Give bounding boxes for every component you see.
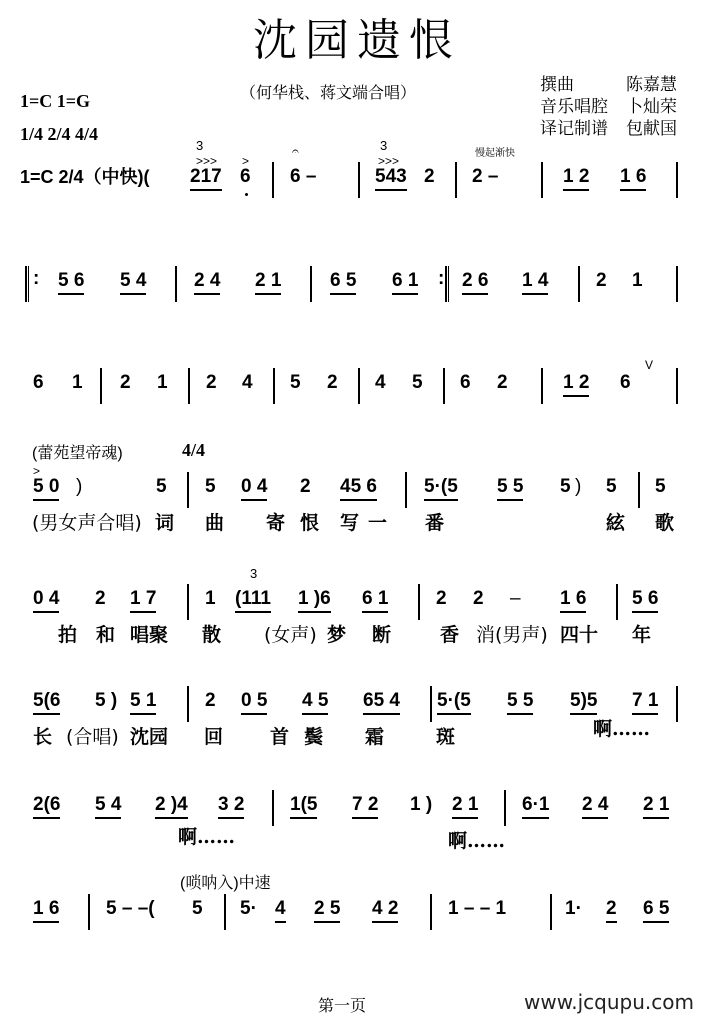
repeat-end-line xyxy=(448,266,449,302)
note-group: 2 1 xyxy=(452,794,478,819)
note-group: 1 7 xyxy=(130,588,156,613)
lyric: (男女声合唱) xyxy=(32,512,142,534)
note-group: 5 6 xyxy=(58,270,84,295)
credit-transcriber: 译记制谱 包献国 xyxy=(540,119,677,138)
barline xyxy=(430,686,432,722)
accent-marks: >>> xyxy=(378,154,400,168)
note: 2 xyxy=(436,588,447,609)
barline xyxy=(504,790,506,826)
note-group: 1 6 xyxy=(33,898,59,923)
note-group: 1 2 xyxy=(563,166,589,191)
barline xyxy=(676,686,678,722)
repeat-end xyxy=(445,266,447,302)
note-group: 2 6 xyxy=(462,270,488,295)
repeat-dots: : xyxy=(33,268,40,289)
tremolo-note: 6 xyxy=(460,372,471,393)
note: 5 – –( xyxy=(106,898,155,919)
note: 1 xyxy=(205,588,216,609)
note: 6 xyxy=(620,372,631,393)
note-group: 2 )4 xyxy=(155,794,188,819)
note-group: 6 5 xyxy=(643,898,669,923)
note-group: 2 1 xyxy=(255,270,281,295)
low-dot xyxy=(245,193,248,196)
lyric: 年 xyxy=(632,624,652,646)
song-title: 沈园遗恨 xyxy=(253,15,461,66)
note-group: 543 xyxy=(375,166,407,191)
lyric: 霜 xyxy=(365,726,385,748)
lyric: 散 xyxy=(202,624,222,646)
note-group: 1 6 xyxy=(560,588,586,613)
lyric: 一 xyxy=(368,512,388,534)
instruction: (唢呐入)中速 xyxy=(180,875,271,892)
note: 5· xyxy=(240,898,257,919)
watermark: www.jcqupu.com xyxy=(524,990,694,1014)
barline xyxy=(272,790,274,826)
lyric: 回 xyxy=(204,726,224,748)
barline xyxy=(224,894,226,930)
barline xyxy=(616,584,618,620)
barline xyxy=(638,472,640,508)
note-group: 2 4 xyxy=(582,794,608,819)
credits xyxy=(540,74,677,140)
score-line-1 xyxy=(0,138,714,206)
score-line-8 xyxy=(0,898,714,938)
note: 6 xyxy=(240,166,251,187)
note: 2 xyxy=(205,690,216,711)
note-group: 6 1 xyxy=(362,588,388,613)
note-group: 5 4 xyxy=(95,794,121,819)
barline xyxy=(273,368,275,404)
fermata-icon: 𝄐 xyxy=(292,144,299,158)
credit-composer: 撰曲 陈嘉慧 xyxy=(540,75,677,94)
tremolo-note: 2 xyxy=(497,372,508,393)
lyric: 唱聚 xyxy=(130,624,169,646)
barline xyxy=(100,368,102,404)
lyric: 啊…… xyxy=(178,826,236,848)
barline xyxy=(358,368,360,404)
tremolo-note: 5 xyxy=(290,372,301,393)
accent-mark: > xyxy=(33,464,41,478)
lyric: 和 xyxy=(96,624,116,646)
tempo-note: 慢起渐快 xyxy=(475,148,515,159)
lyric: 沈园 xyxy=(130,726,169,748)
triplet-mark: 3 xyxy=(196,138,204,153)
lyrics-line-7 xyxy=(0,822,714,862)
note-group: 45 6 xyxy=(340,476,377,501)
note-group: 2(6 xyxy=(33,794,60,819)
lyric: 断 xyxy=(372,624,392,646)
tremolo-note: 2 xyxy=(206,372,217,393)
note: 2 xyxy=(300,476,311,497)
note-group: 1 4 xyxy=(522,270,548,295)
note-group: 5)5 xyxy=(570,690,597,715)
note: 5 xyxy=(156,476,167,497)
repeat-dots: : xyxy=(438,268,445,289)
note-group: (111 xyxy=(235,588,271,613)
lyric: 曲 xyxy=(205,512,225,534)
score-line-3 xyxy=(0,358,714,412)
barline xyxy=(541,368,543,404)
barline xyxy=(310,266,312,302)
tremolo-note: 6 xyxy=(33,372,44,393)
note: 5 ) xyxy=(95,690,118,711)
tremolo-note: 4 xyxy=(375,372,386,393)
lyric: 番 xyxy=(425,512,445,534)
lyrics-line-4 xyxy=(0,508,714,548)
barline xyxy=(676,162,678,198)
note: 5 xyxy=(655,476,666,497)
note-group: 1(5 xyxy=(290,794,317,819)
paren-close: ) xyxy=(76,476,83,497)
barline xyxy=(676,368,678,404)
barline xyxy=(272,162,274,198)
note: 5 xyxy=(205,476,216,497)
barline xyxy=(676,266,678,302)
lyric: 啊…… xyxy=(593,718,651,740)
barline xyxy=(430,894,432,930)
barline xyxy=(443,368,445,404)
note: 5 xyxy=(192,898,203,919)
page-number: 第一页 xyxy=(318,998,367,1015)
note-group: 5 6 xyxy=(632,588,658,613)
note-group: 1 2 xyxy=(563,372,589,397)
note: 1· xyxy=(565,898,582,919)
note-group: 5 0 xyxy=(33,476,59,501)
note-group: 0 4 xyxy=(241,476,267,501)
note-group: 5·(5 xyxy=(437,690,471,715)
note: 2 xyxy=(473,588,484,609)
section-label: (蕾苑望帝魂) xyxy=(32,445,123,462)
lyric: 消(男声) xyxy=(476,624,548,646)
lyric: 啊…… xyxy=(448,830,506,852)
note-group: 6 5 xyxy=(330,270,356,295)
lyric: 絃 xyxy=(606,512,626,534)
barline xyxy=(578,266,580,302)
note: 2 xyxy=(424,166,435,187)
note: 4 xyxy=(275,898,286,923)
barline xyxy=(175,266,177,302)
time-signatures: 1/4 2/4 4/4 xyxy=(20,124,99,144)
note: 5 xyxy=(606,476,617,497)
barline xyxy=(187,686,189,722)
lyric: 写 xyxy=(340,512,360,534)
note-group: 5(6 xyxy=(33,690,60,715)
note-group: 3 2 xyxy=(218,794,244,819)
breath-mark: V xyxy=(645,358,654,372)
note-group: 1 )6 xyxy=(298,588,331,613)
tremolo-note: 2 xyxy=(596,270,607,291)
note: 2 – xyxy=(472,166,499,187)
lyric: 寄 xyxy=(266,512,286,534)
lyric: 斑 xyxy=(436,726,456,748)
meter-change: 4/4 xyxy=(182,440,206,460)
lyric: 首 xyxy=(270,726,290,748)
tremolo-note: 5 xyxy=(412,372,423,393)
lyric: 四十 xyxy=(560,624,599,646)
note-group: 5 5 xyxy=(497,476,523,501)
key-signature: 1=C 1=G xyxy=(20,91,91,111)
note-group: 5·(5 xyxy=(424,476,458,501)
note-group: 4 5 xyxy=(302,690,328,715)
score-line-2 xyxy=(0,270,714,310)
barline xyxy=(550,894,552,930)
note-group: 4 2 xyxy=(372,898,398,923)
note-group: 2 1 xyxy=(643,794,669,819)
barline xyxy=(187,584,189,620)
note: 2 xyxy=(95,588,106,609)
credit-arranger: 音乐唱腔 卜灿荣 xyxy=(540,97,677,116)
paren-close: ) xyxy=(575,476,582,497)
note-group: 6 1 xyxy=(392,270,418,295)
note-group: 7 1 xyxy=(632,690,658,715)
tremolo-note: 1 xyxy=(72,372,83,393)
lyric: (合唱) xyxy=(66,726,119,748)
note-group: 6·1 xyxy=(522,794,549,819)
repeat-start xyxy=(25,266,27,302)
barline xyxy=(188,368,190,404)
barline xyxy=(455,162,457,198)
repeat-start-line xyxy=(28,266,29,302)
tremolo-note: 4 xyxy=(242,372,253,393)
lyric: 长 xyxy=(33,726,53,748)
lyric: 歌 xyxy=(655,512,675,534)
note-group: 65 4 xyxy=(363,690,400,715)
note-group: 0 4 xyxy=(33,588,59,613)
note-group: 0 5 xyxy=(241,690,267,715)
barline xyxy=(88,894,90,930)
accent-marks: >>> xyxy=(196,154,218,168)
note: 2 xyxy=(606,898,617,923)
tremolo-note: 2 xyxy=(327,372,338,393)
lyrics-line-5 xyxy=(0,620,714,660)
note-group: 5 5 xyxy=(507,690,533,715)
lyric: 鬓 xyxy=(304,726,324,748)
barline xyxy=(541,162,543,198)
barline xyxy=(358,162,360,198)
tremolo-note: 1 xyxy=(632,270,643,291)
lyrics-line-6 xyxy=(0,718,714,762)
lyric: (女声) xyxy=(264,624,317,646)
note: 6 – xyxy=(290,166,317,187)
lyric: 词 xyxy=(155,512,175,534)
line-prefix: 1=C 2/4（中快)( xyxy=(20,167,150,187)
barline xyxy=(405,472,407,508)
performers: （何华栈、蒋文端合唱） xyxy=(240,85,417,102)
dash: – xyxy=(510,588,521,609)
note-group: 2 5 xyxy=(314,898,340,923)
note-group: 217 xyxy=(190,166,222,191)
lyric: 香 xyxy=(440,624,460,646)
barline xyxy=(418,584,420,620)
triplet-mark: 3 xyxy=(380,138,388,153)
note-group: 7 2 xyxy=(352,794,378,819)
lyric: 拍 xyxy=(58,624,78,646)
lyric: 梦 xyxy=(327,624,347,646)
note-group: 2 4 xyxy=(194,270,220,295)
tremolo-note: 2 xyxy=(120,372,131,393)
barline xyxy=(187,472,189,508)
note: 1 ) xyxy=(410,794,433,815)
note-group: 1 6 xyxy=(620,166,646,191)
note: 5 xyxy=(560,476,571,497)
triplet-mark: 3 xyxy=(250,566,258,581)
tremolo-note: 1 xyxy=(157,372,168,393)
accent-mark: > xyxy=(242,154,250,168)
note-group: 5 4 xyxy=(120,270,146,295)
note: 1 – – 1 xyxy=(448,898,507,919)
note-group: 5 1 xyxy=(130,690,156,715)
lyric: 恨 xyxy=(300,512,320,534)
